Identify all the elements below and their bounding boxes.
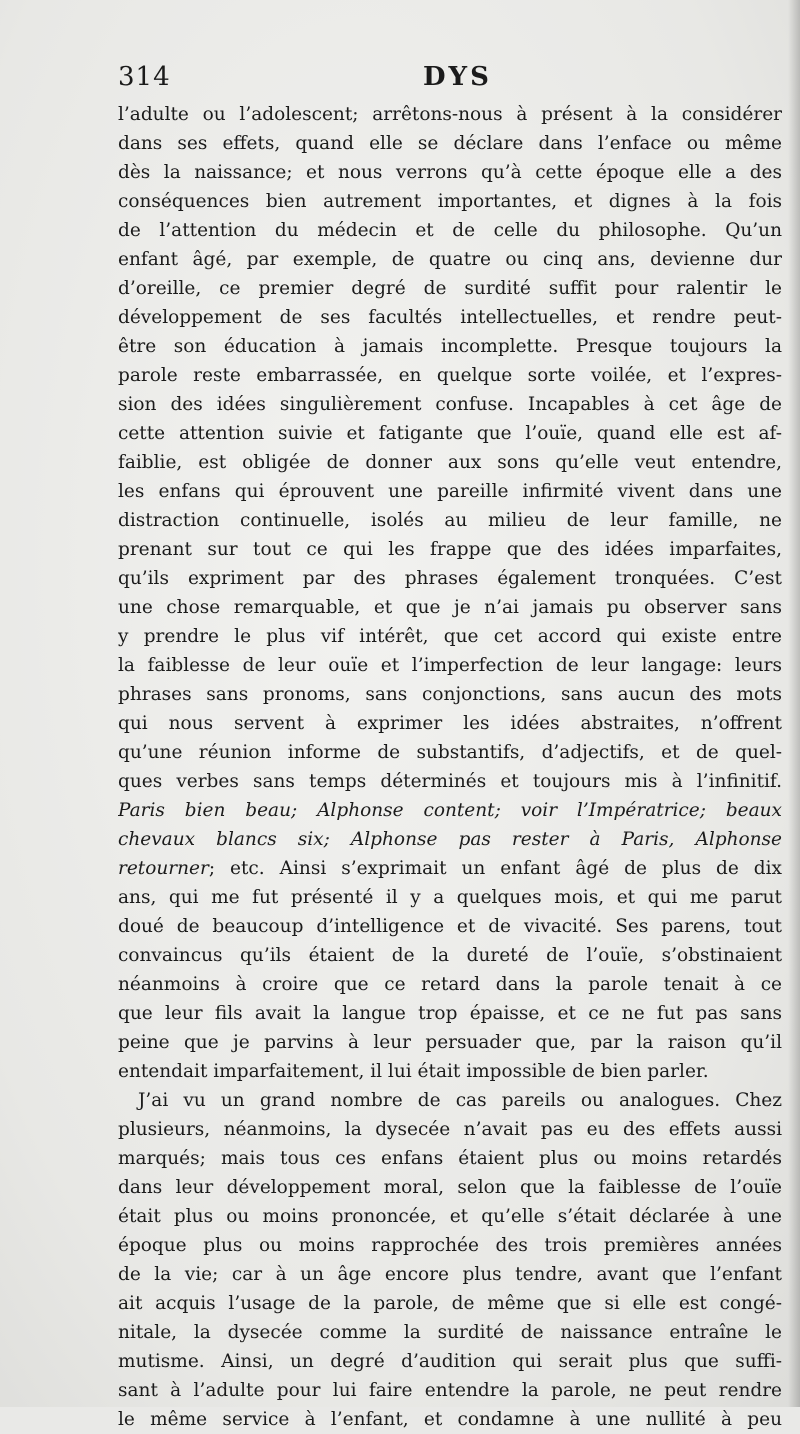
italic-text-line: Paris bien beau; Alphonse content; voir l’Impératrice; beaux <box>118 800 782 821</box>
text-line: être son éducation à jamais incomplette. Presque toujours la <box>118 336 782 357</box>
text-line: mutisme. Ainsi, un degré d’audition qui serait plus que suffi- <box>118 1351 782 1372</box>
text-line: d’oreille, ce premier degré de surdité suffit pour ralentir le <box>118 278 782 299</box>
text-line: doué de beaucoup d’intelligence et de vivacité. Ses parens, tout <box>118 916 782 937</box>
text-line: néanmoins à croire que ce retard dans la parole tenait à ce <box>118 974 782 995</box>
text-line: marqués; mais tous ces enfans étaient plus ou moins retardés <box>118 1148 782 1169</box>
text-line: cette attention suivie et fatigante que l’ouïe, quand elle est af- <box>118 423 782 444</box>
body-text <box>118 100 782 1434</box>
text-line: prenant sur tout ce qui les frappe que des idées imparfaites, <box>118 539 782 560</box>
text-line: époque plus ou moins rapprochée des trois premières années <box>118 1235 782 1256</box>
text-line: ait acquis l’usage de la parole, de même que si elle est congé- <box>118 1293 782 1314</box>
page-number: 314 <box>118 62 171 92</box>
text-line: qu’ils expriment par des phrases également tronquées. C’est <box>118 568 782 589</box>
running-head: DYS <box>423 62 492 92</box>
text-line-mixed <box>118 854 782 883</box>
page-edge-shadow <box>788 0 800 1407</box>
text-line: qui nous servent à exprimer les idées abstraites, n’offrent <box>118 713 782 734</box>
text-line: le même service à l’enfant, et condamne à une nullité à peu <box>118 1409 782 1430</box>
text-line: conséquences bien autrement importantes, et dignes à la fois <box>118 191 782 212</box>
text-line: la faiblesse de leur ouïe et l’imperfection de leur langage: leurs <box>118 655 782 676</box>
page-header <box>118 62 778 96</box>
text-line: convaincus qu’ils étaient de la dureté de l’ouïe, s’obstinaient <box>118 945 782 966</box>
text-line: développement de ses facultés intellectuelles, et rendre peut- <box>118 307 782 328</box>
text-line: que leur fils avait la langue trop épaisse, et ce ne fut pas sans <box>118 1003 782 1024</box>
text-line: qu’une réunion informe de substantifs, d’adjectifs, et de quel- <box>118 742 782 763</box>
text-line: dans ses effets, quand elle se déclare dans l’enface ou même <box>118 133 782 154</box>
text-line: nitale, la dysecée comme la surdité de naissance entraîne le <box>118 1322 782 1343</box>
text-line: les enfans qui éprouvent une pareille infirmité vivent dans une <box>118 481 782 502</box>
text-line: de la vie; car à un âge encore plus tendre, avant que l’enfant <box>118 1264 782 1285</box>
text-line: distraction continuelle, isolés au milieu de leur famille, ne <box>118 510 782 531</box>
text-line: peine que je parvins à leur persuader que, par la raison qu’il <box>118 1032 782 1053</box>
text-line: plusieurs, néanmoins, la dysecée n’avait pas eu des effets aussi <box>118 1119 782 1140</box>
text-line: ans, qui me fut présenté il y a quelques mois, et qui me parut <box>118 887 782 908</box>
text-line: enfant âgé, par exemple, de quatre ou cinq ans, devienne dur <box>118 249 782 270</box>
text-line: parole reste embarrassée, en quelque sorte voilée, et l’expres- <box>118 365 782 386</box>
text-line: ques verbes sans temps déterminés et toujours mis à l’infinitif. <box>118 771 782 792</box>
text-line: l’adulte ou l’adolescent; arrêtons-nous à présent à la considérer <box>118 104 782 125</box>
italic-text-line: chevaux blancs six; Alphonse pas rester à Paris, Alphonse <box>118 829 782 850</box>
text-line: une chose remarquable, et que je n’ai jamais pu observer sans <box>118 597 782 618</box>
text-line: phrases sans pronoms, sans conjonctions, sans aucun des mots <box>118 684 782 705</box>
text-fragment: ; etc. Ainsi s’exprimait un enfant âgé de plus de dix <box>208 858 782 879</box>
text-line: faiblie, est obligée de donner aux sons qu’elle veut entendre, <box>118 452 782 473</box>
paragraph-start-line: J’ai vu un grand nombre de cas pareils ou analogues. Chez <box>138 1090 782 1111</box>
text-line: sion des idées singulièrement confuse. Incapables à cet âge de <box>118 394 782 415</box>
text-line: y prendre le plus vif intérêt, que cet accord qui existe entre <box>118 626 782 647</box>
text-line: dès la naissance; et nous verrons qu’à cette époque elle a des <box>118 162 782 183</box>
italic-word: retourner <box>118 858 209 879</box>
text-line: entendait imparfaitement, il lui était impossible de bien parler. <box>118 1061 709 1082</box>
text-line: de l’attention du médecin et de celle du philosophe. Qu’un <box>118 220 782 241</box>
text-line: était plus ou moins prononcée, et qu’elle s’était déclarée à une <box>118 1206 782 1227</box>
text-line: sant à l’adulte pour lui faire entendre la parole, ne peut rendre <box>118 1380 782 1401</box>
text-line: dans leur développement moral, selon que la faiblesse de l’ouïe <box>118 1177 782 1198</box>
